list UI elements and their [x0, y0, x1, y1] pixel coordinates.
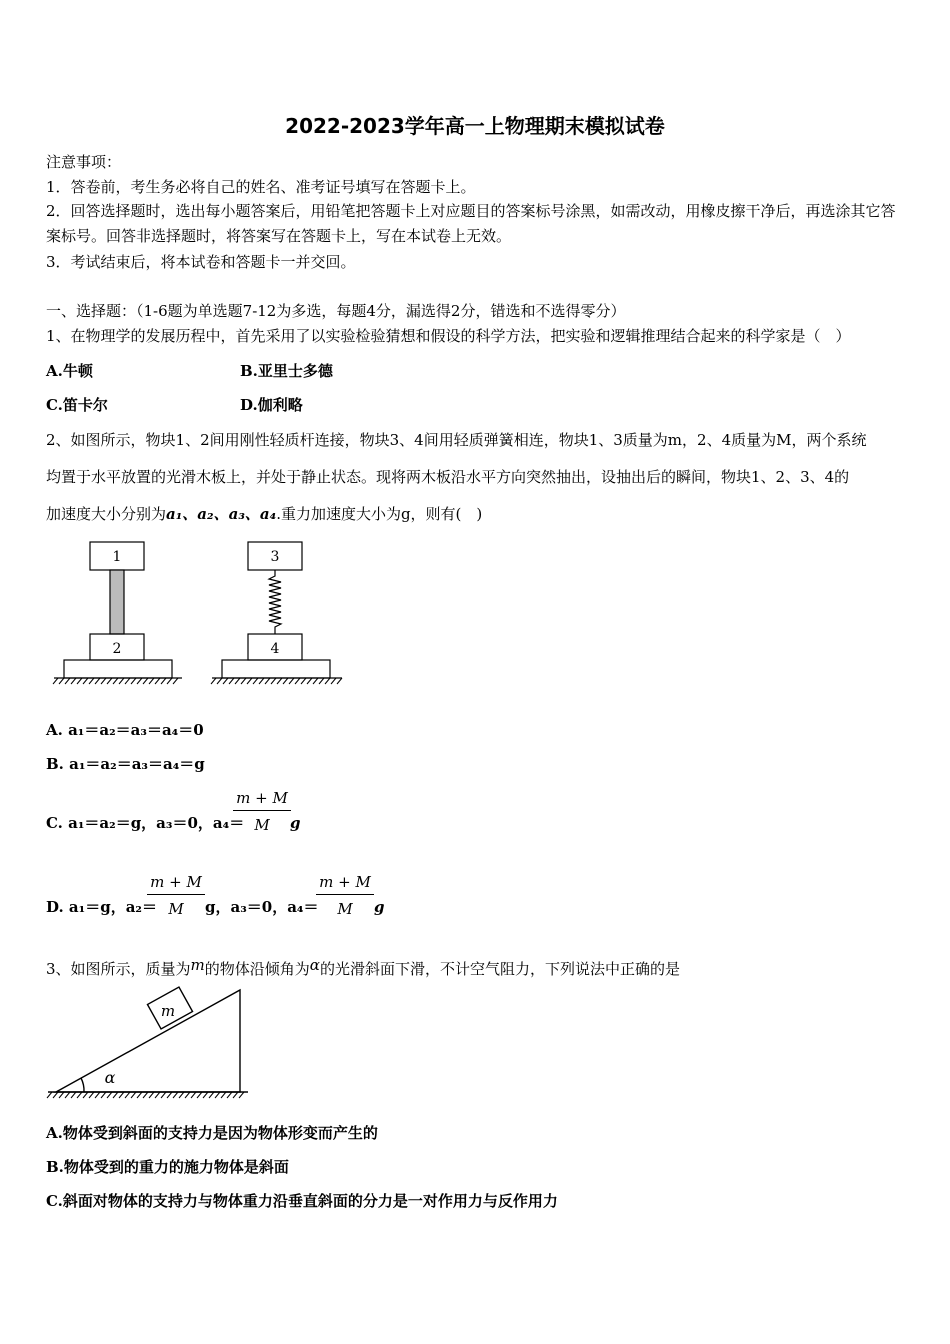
q2-label-2: 2 — [112, 641, 122, 657]
ground-hatch-mark — [137, 1092, 142, 1098]
ground-hatch-mark — [283, 678, 288, 684]
ground-hatch-mark — [161, 1092, 166, 1098]
q2-stem-line3-vars: a₁、a₂、a₃、a₄ — [166, 505, 277, 523]
q3-stem-part1: 3、如图所示，质量为 — [46, 960, 191, 978]
ground-hatch-mark — [239, 1092, 244, 1098]
fraction-numerator: m + M — [147, 873, 205, 895]
q2-board-left — [64, 660, 172, 678]
ground-hatch-mark — [167, 678, 172, 684]
ground-hatch-mark — [161, 678, 166, 684]
notice-item-1: 1．答卷前，考生务必将自己的姓名、准考证号填写在答题卡上。 — [46, 178, 476, 196]
ground-hatch-mark — [211, 678, 216, 684]
q1-option-b: B.亚里士多德 — [240, 362, 333, 380]
ground-hatch-mark — [149, 1092, 154, 1098]
fraction-numerator: m + M — [316, 873, 374, 895]
page-title: 2022-2023学年高一上物理期末模拟试卷 — [285, 114, 665, 138]
ground-hatch-mark — [107, 678, 112, 684]
ground-hatch-mark — [47, 1092, 52, 1098]
ground-hatch-mark — [325, 678, 330, 684]
ground-hatch-mark — [71, 1092, 76, 1098]
q3-block-label: m — [160, 1002, 176, 1020]
q2-stem-line3-prefix: 加速度大小分别为 — [46, 505, 167, 523]
ground-hatch-mark — [233, 1092, 238, 1098]
q1-stem: 1、在物理学的发展历程中，首先采用了以实验检验猜想和假设的科学方法，把实验和逻辑推理结合起来的科学家是（ ） — [46, 327, 851, 345]
ground-hatch-mark — [271, 678, 276, 684]
ground-hatch-mark — [295, 678, 300, 684]
q3-option-c: C.斜面对物体的支持力与物体重力沿垂直斜面的分力是一对作用力与反作用力 — [46, 1192, 558, 1210]
ground-hatch-mark — [185, 1092, 190, 1098]
ground-hatch-mark — [53, 1092, 58, 1098]
notice-item-3: 3．考试结束后，将本试卷和答题卡一并交回。 — [46, 253, 356, 271]
ground-hatch-mark — [209, 1092, 214, 1098]
ground-hatch-mark — [71, 678, 76, 684]
ground-hatch-mark — [119, 1092, 124, 1098]
q3-option-a: A.物体受到斜面的支持力是因为物体形变而产生的 — [46, 1124, 378, 1142]
ground-hatch-mark — [149, 678, 154, 684]
ground-hatch-mark — [241, 678, 246, 684]
ground-hatch-mark — [95, 1092, 100, 1098]
q2-option-d-part2: g，a₃＝0，a₄＝ — [205, 898, 319, 916]
ground-hatch-mark — [331, 678, 336, 684]
q2-option-d-fraction-2 — [316, 873, 374, 918]
ground-hatch-mark — [155, 678, 160, 684]
ground-hatch-mark — [337, 678, 342, 684]
ground-hatch-mark — [215, 1092, 220, 1098]
ground-hatch-mark — [191, 1092, 196, 1098]
section-heading: 一、选择题：（1-6题为单选题7-12为多选，每题4分，漏选得2分，错选和不选得零分） — [46, 302, 626, 320]
q2-option-a: A. a₁＝a₂＝a₃＝a₄＝0 — [46, 721, 204, 739]
ground-hatch-mark — [277, 678, 282, 684]
ground-hatch-mark — [265, 678, 270, 684]
q2-stem-line3 — [46, 507, 482, 522]
ground-hatch-mark — [247, 678, 252, 684]
ground-hatch-mark — [59, 1092, 64, 1098]
q2-stem-line2: 均置于水平放置的光滑木板上，并处于静止状态。现将两木板沿水平方向突然抽出，设抽出后的瞬间，物块1、2、3、4的 — [46, 468, 850, 486]
ground-hatch-mark — [77, 1092, 82, 1098]
ground-hatch-mark — [173, 678, 178, 684]
ground-hatch-mark — [155, 1092, 160, 1098]
fraction-denominator: M — [254, 816, 270, 834]
ground-hatch-mark — [217, 678, 222, 684]
q2-board-right — [222, 660, 330, 678]
ground-hatch-mark — [119, 678, 124, 684]
ground-hatch-mark — [113, 678, 118, 684]
ground-hatch-mark — [289, 678, 294, 684]
ground-hatch-mark — [307, 678, 312, 684]
q3-stem-part2: 的物体沿倾角为 — [204, 960, 310, 978]
ground-hatch-mark — [167, 1092, 172, 1098]
ground-hatch-mark — [137, 678, 142, 684]
ground-hatch-mark — [235, 678, 240, 684]
q2-option-c-fraction — [233, 789, 291, 834]
ground-hatch-mark — [89, 678, 94, 684]
q2-option-d-part1: D. a₁＝g，a₂＝ — [46, 898, 157, 916]
notice-item-2: 2．回答选择题时，选出每小题答案后，用铅笔把答题卡上对应题目的答案标号涂黑，如需改动，用橡皮擦干净后，再选涂其它答案标号。回答非选择题时，将答案写在答题卡上，写在本试卷上无效。 — [46, 202, 896, 245]
q2-rod — [110, 570, 124, 634]
notice-heading: 注意事项： — [46, 153, 122, 171]
q2-option-d-fraction-1 — [147, 873, 205, 918]
ground-hatch-mark — [197, 1092, 202, 1098]
q2-option-c: C. a₁＝a₂＝g，a₃＝0，a₄＝ — [46, 814, 245, 832]
ground-hatch-mark — [259, 678, 264, 684]
q1-option-a: A.牛顿 — [46, 362, 93, 380]
q1-option-c: C.笛卡尔 — [46, 396, 108, 414]
ground-hatch-mark — [143, 1092, 148, 1098]
ground-hatch-mark — [125, 678, 130, 684]
ground-hatch-mark — [229, 678, 234, 684]
q2-figure — [50, 538, 350, 698]
q2-stem-line3-suffix: .重力加速度大小为g，则有( ) — [276, 505, 483, 523]
ground-hatch-mark — [107, 1092, 112, 1098]
q2-option-c-g: g — [290, 814, 301, 832]
ground-hatch-mark — [83, 678, 88, 684]
q2-option-d-g: g — [374, 898, 385, 916]
ground-hatch-mark — [125, 1092, 130, 1098]
q3-angle-arc — [81, 1078, 84, 1092]
ground-hatch-mark — [113, 1092, 118, 1098]
ground-hatch-mark — [301, 678, 306, 684]
q2-stem-line1: 2、如图所示，物块1、2间用刚性轻质杆连接，物块3、4间用轻质弹簧相连，物块1、3质量为m，2、4质量为M，两个系统 — [46, 431, 867, 449]
q2-label-1: 1 — [112, 549, 122, 565]
ground-hatch-mark — [223, 678, 228, 684]
q2-label-4: 4 — [270, 641, 280, 657]
ground-hatch-mark — [53, 678, 58, 684]
q3-stem — [46, 958, 680, 977]
ground-hatch-mark — [313, 678, 318, 684]
ground-hatch-mark — [101, 678, 106, 684]
fraction-denominator: M — [337, 900, 353, 918]
ground-hatch-mark — [101, 1092, 106, 1098]
ground-hatch-mark — [83, 1092, 88, 1098]
ground-hatch-mark — [203, 1092, 208, 1098]
ground-hatch-mark — [227, 1092, 232, 1098]
ground-hatch-mark — [319, 678, 324, 684]
ground-hatch-mark — [253, 678, 258, 684]
q3-option-b: B.物体受到的重力的施力物体是斜面 — [46, 1158, 289, 1176]
q3-angle-label: α — [104, 1068, 116, 1087]
fraction-numerator: m + M — [233, 789, 291, 811]
ground-hatch-mark — [179, 1092, 184, 1098]
q3-stem-var-m: m — [190, 956, 205, 974]
q3-stem-part3: 的光滑斜面下滑，不计空气阻力，下列说法中正确的是 — [319, 960, 680, 978]
ground-hatch-mark — [65, 678, 70, 684]
ground-hatch-mark — [95, 678, 100, 684]
fraction-denominator: M — [168, 900, 184, 918]
q2-label-3: 3 — [270, 549, 280, 565]
ground-hatch-mark — [131, 678, 136, 684]
q2-option-b: B. a₁＝a₂＝a₃＝a₄＝g — [46, 755, 205, 773]
q1-option-d: D.伽利略 — [240, 396, 303, 414]
ground-hatch-mark — [221, 1092, 226, 1098]
ground-hatch-mark — [173, 1092, 178, 1098]
ground-hatch-mark — [143, 678, 148, 684]
q2-spring — [269, 570, 281, 634]
ground-hatch-mark — [131, 1092, 136, 1098]
ground-hatch-mark — [89, 1092, 94, 1098]
ground-hatch-mark — [65, 1092, 70, 1098]
ground-hatch-mark — [77, 678, 82, 684]
ground-hatch-mark — [59, 678, 64, 684]
q3-stem-var-alpha: α — [309, 956, 320, 974]
q3-figure — [44, 986, 254, 1106]
